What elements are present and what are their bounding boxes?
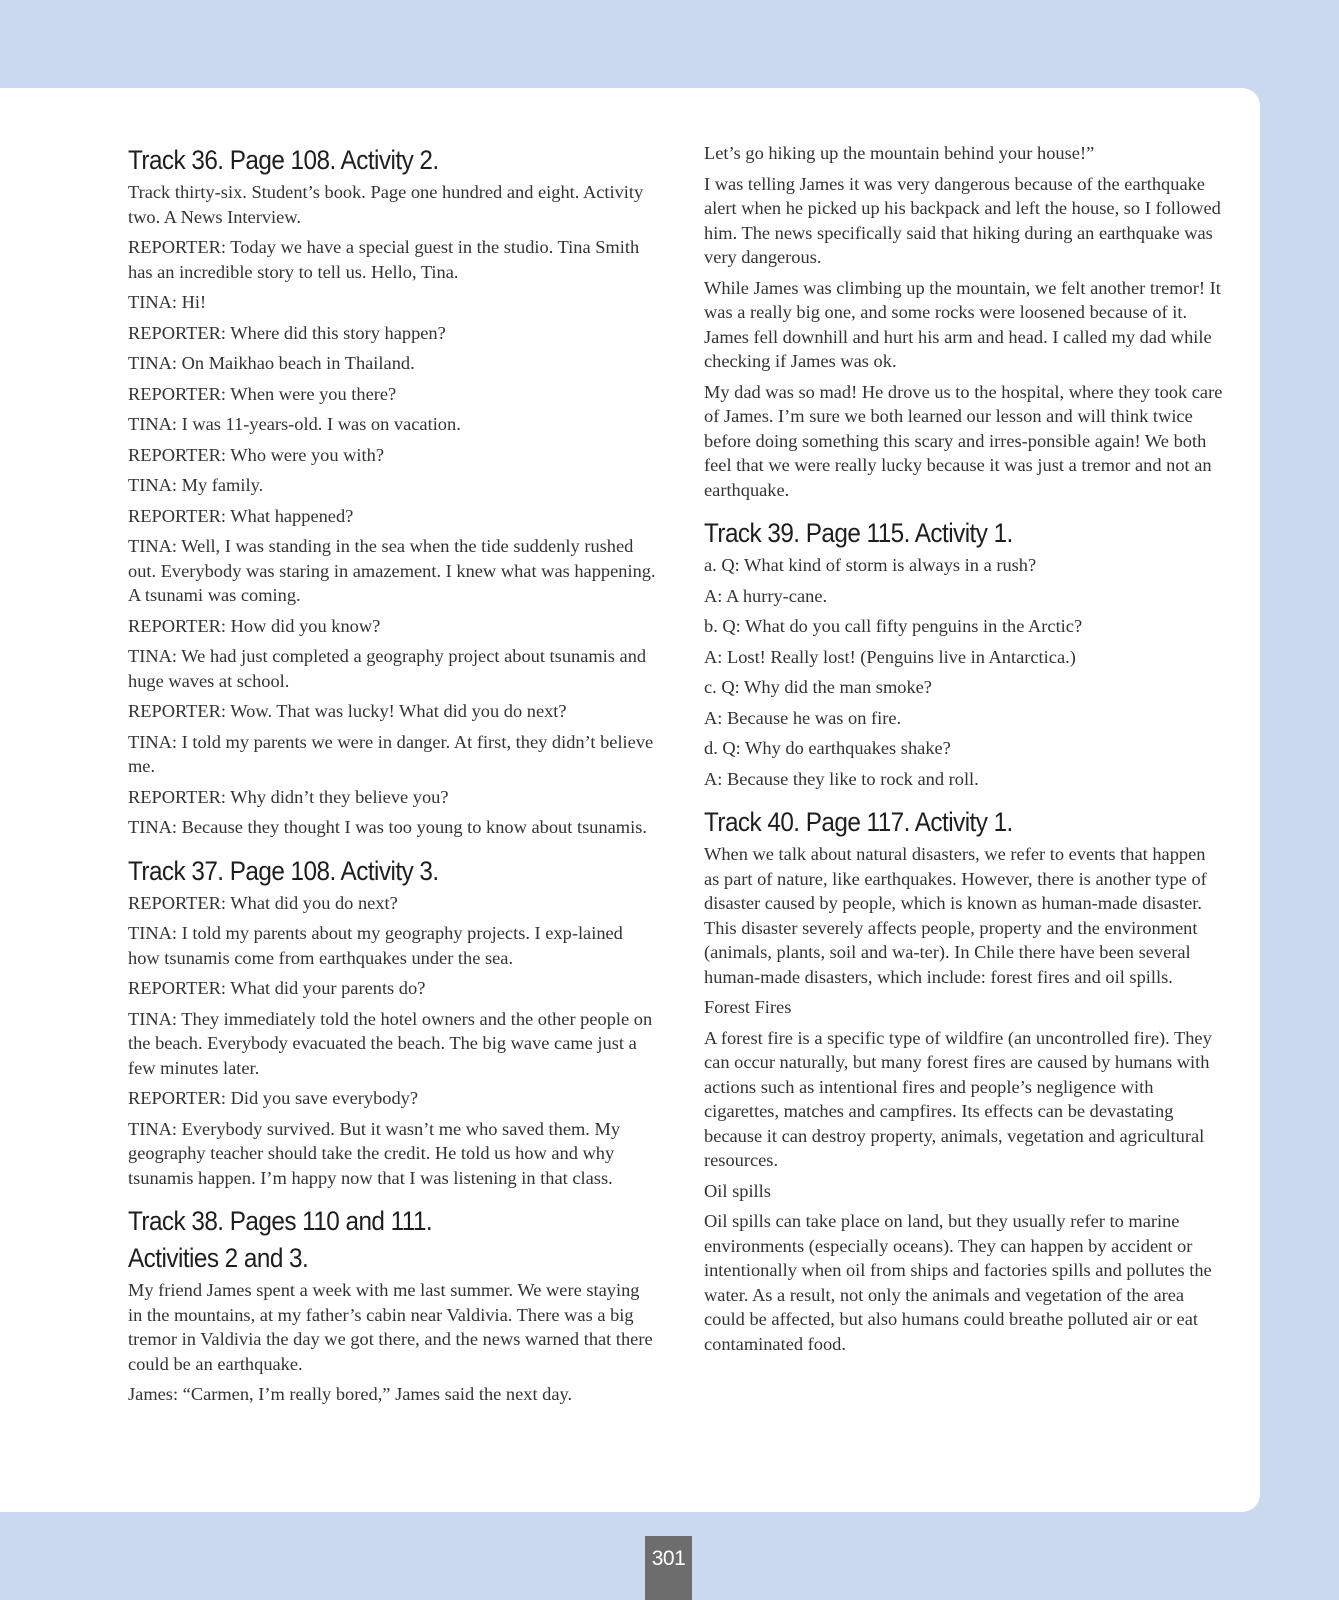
paragraph: A: Because they like to rock and roll. (704, 768, 979, 789)
paragraph: REPORTER: How did you know? (128, 615, 381, 636)
paragraph: A: Because he was on fire. (704, 707, 902, 728)
paragraph: TINA: Everybody survived. But it wasn’t me who saved them. My geography teacher should take the credit. He told us how and why tsunamis happen. I’m happy now that I was listening in that class. (128, 1118, 621, 1188)
track-section (704, 805, 1224, 1356)
paragraph: I was telling James it was very dangerous because of the earthquake alert when he picked up his backpack and left the house, so I followed him. The news specifically said that hiking during an earthquake was very dangerous. (704, 173, 1221, 267)
paragraph: Oil spills can take place on land, but they usually refer to marine environments (especially oceans). They can happen by accident or intentionally when oil from ships and factories spills and pollutes the water. As a result, not only the animals and vegetation of the area could be affected, but also humans could breathe polluted air or eat contaminated food. (704, 1211, 1212, 1354)
paragraph: REPORTER: Wow. That was lucky! What did you do next? (128, 701, 567, 721)
paragraph: TINA: Well, I was standing in the sea when the tide suddenly rushed out. Everybody was staring in amazement. I knew what was happening. A tsunami was coming. (128, 536, 656, 605)
left-column (128, 141, 656, 1421)
paragraph: REPORTER: Today we have a special guest in the studio. Tina Smith has an incredible story to tell us. Hello, Tina. (128, 237, 640, 282)
paragraph: REPORTER: Who were you with? (128, 444, 384, 465)
track-section (704, 516, 1224, 791)
paragraph: TINA: On Maikhao beach in Thailand. (128, 353, 415, 373)
paragraph: b. Q: What do you call fifty penguins in the Arctic? (704, 616, 1083, 636)
paragraph: TINA: I was 11-years-old. I was on vacation. (128, 414, 461, 434)
paragraph: Let’s go hiking up the mountain behind your house!” (704, 143, 1095, 163)
paragraph: My friend James spent a week with me last summer. We were staying in the mountains, at my father’s cabin near Valdivia. There was a big tremor in Valdivia the day we got there, and the news warned that there could be an earthquake. (128, 1280, 653, 1374)
paragraph: TINA: We had just completed a geography project about tsunamis and huge waves at school. (128, 646, 647, 691)
paragraph: d. Q: Why do earthquakes shake? (704, 738, 951, 758)
paragraph: A forest fire is a specific type of wildfire (an uncontrolled fire). They can occur naturally, but many forest fires are caused by humans with actions such as intentional fires and people’s negligence with cigarettes, matches and campfires. Its effects can be devastating because it can destroy property, animals, vegetation and agricultural resources. (704, 1027, 1212, 1170)
track-section (128, 854, 656, 1191)
paragraph: My dad was so mad! He drove us to the hospital, where they took care of James. I’m sure we both learned our lesson and will think twice before doing something this scary and irres-ponsible again! We both feel that we were really lucky because it was just a tremor and not an earthquake. (704, 381, 1223, 500)
paragraph: REPORTER: What happened? (128, 505, 354, 526)
paragraph: Forest Fires (704, 997, 792, 1017)
page-number: 301 (645, 1536, 692, 1600)
paragraph: c. Q: Why did the man smoke? (704, 677, 932, 697)
paragraph: REPORTER: What did your parents do? (128, 978, 426, 998)
section-heading: Track 38. Pages 110 and 111. (128, 1206, 433, 1236)
section-heading: Track 39. Page 115. Activity 1. (704, 518, 1013, 548)
section-heading-line2: Activities 2 and 3. (128, 1243, 309, 1273)
paragraph: TINA: They immediately told the hotel owners and the other people on the beach. Everybody evacuated the beach. The big wave came just a few minutes later. (128, 1008, 653, 1078)
paragraph: REPORTER: What did you do next? (128, 892, 398, 913)
paragraph: James: “Carmen, I’m really bored,” James said the next day. (128, 1384, 573, 1404)
section-heading: Track 36. Page 108. Activity 2. (128, 145, 439, 175)
right-column (704, 141, 1224, 1370)
track-section (704, 141, 1224, 502)
paragraph: While James was climbing up the mountain, we felt another tremor! It was a really big one, and some rocks were loosened because of it. James fell downhill and hurt his arm and head. I called my dad while checking if James was ok. (704, 277, 1221, 371)
paragraph: TINA: I told my parents about my geography projects. I exp-lained how tsunamis come from earthquakes under the sea. (128, 923, 623, 968)
paragraph: Oil spills (704, 1180, 771, 1201)
paragraph: REPORTER: Did you save everybody? (128, 1088, 419, 1108)
paragraph: A: A hurry-cane. (704, 585, 828, 606)
paragraph: REPORTER: Why didn’t they believe you? (128, 786, 449, 807)
section-heading: Track 40. Page 117. Activity 1. (704, 807, 1013, 837)
track-section (128, 143, 656, 840)
paragraph: a. Q: What kind of storm is always in a rush? (704, 555, 1037, 575)
paragraph: Track thirty-six. Student’s book. Page one hundred and eight. Activity two. A News Interview. (128, 182, 644, 227)
paragraph: When we talk about natural disasters, we refer to events that happen as part of nature, like earthquakes. However, there is another type of disaster caused by people, which is known as human-made disaster. This disaster severely affects people, property and the environment (animals, plants, soil and wa-ter). In Chile there have been several human-made disasters, which include: forest fires and oil spills. (704, 844, 1207, 987)
track-section (128, 1204, 656, 1407)
paragraph: A: Lost! Really lost! (Penguins live in Antarctica.) (704, 646, 1076, 667)
paragraph: REPORTER: When were you there? (128, 383, 397, 404)
paragraph: TINA: Hi! (128, 292, 207, 312)
paragraph: REPORTER: Where did this story happen? (128, 322, 446, 343)
paragraph: TINA: Because they thought I was too young to know about tsunamis. (128, 817, 647, 837)
section-heading: Track 37. Page 108. Activity 3. (128, 855, 439, 886)
paragraph: TINA: My family. (128, 475, 264, 495)
paragraph: TINA: I told my parents we were in danger. At first, they didn’t believe me. (128, 731, 654, 776)
